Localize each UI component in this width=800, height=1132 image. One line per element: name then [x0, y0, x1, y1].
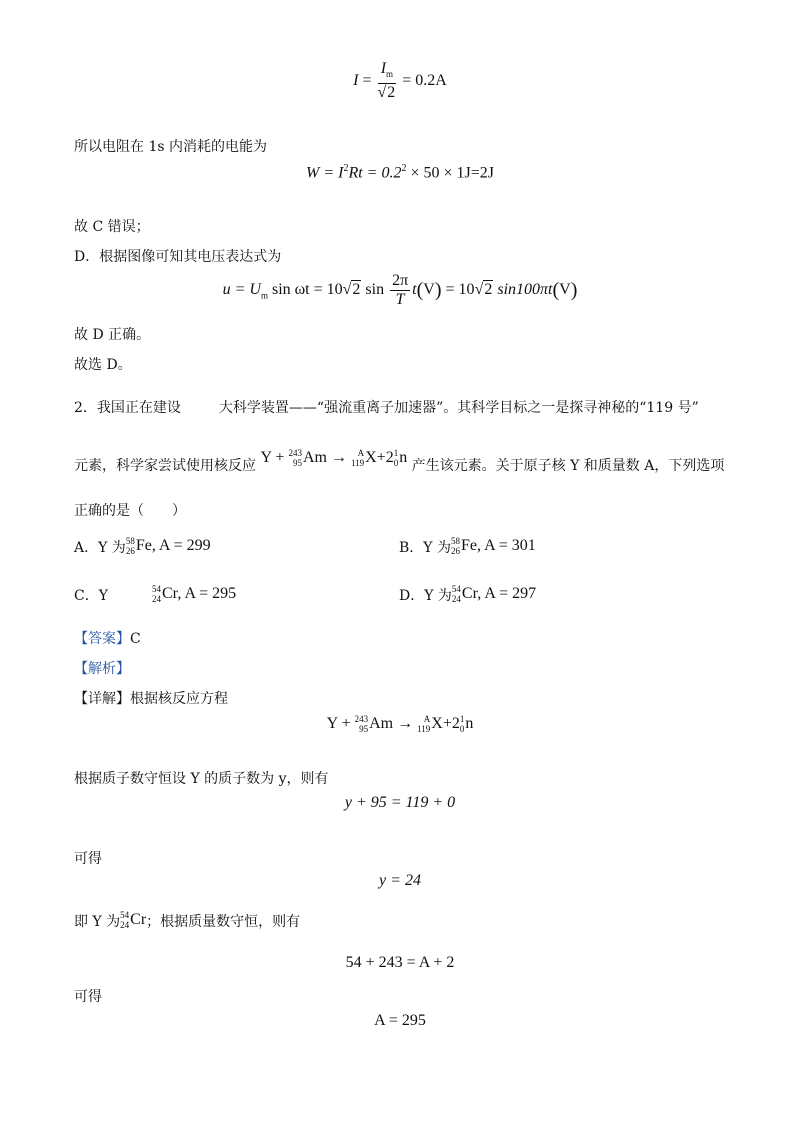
equation-A: A = 295 [374, 1012, 426, 1029]
equation-energy: $W = I^2Rt = 0.2^2 \times 50 \times 1J=2J$ [306, 163, 494, 182]
text-y-is-cr: 即 Y 为 54 24 Cr ；根据质量数守恒，则有 [74, 910, 301, 930]
text-choose-d: 故选 D。 [74, 357, 132, 373]
option-c[interactable]: C．Y 54 24 Cr, A = 295 [74, 584, 237, 604]
option-b[interactable]: B．Y 为 58 26 Fe, A = 301 [399, 536, 536, 556]
text-c-wrong: 故 C 错误； [74, 219, 150, 235]
answer-value: C [130, 631, 141, 647]
equation-y: y = 24 [379, 872, 421, 889]
detail-line: 【详解】根据核反应方程 [74, 691, 228, 707]
equation-voltage: $u = U_m$ sin ωt = 10√2 sin $\frac{2\pi}{T}$ t(V) = 10√2 sin100πt(V) [222, 272, 578, 308]
question-2-line3: 正确的是（ ） [74, 503, 186, 519]
analysis-tag: 【解析】 [74, 661, 130, 677]
current-value: = 0.2A [402, 71, 447, 89]
equation-current: I = $\frac{I_m}{√2}$ = 0.2A [353, 60, 447, 102]
question-2-line1: 2．我国正在建设 大科学装置——“强流重离子加速器”。其科学目标之一是探寻神秘的“119 号” [74, 400, 699, 416]
answer-tag: 【答案】 [74, 631, 130, 647]
option-a[interactable]: A．Y 为 58 26 Fe, A = 299 [74, 536, 211, 556]
detail-tag: 【详解】 [74, 691, 130, 707]
var-I: I [353, 71, 359, 89]
text-energy: 所以电阻在 1s 内消耗的电能为 [74, 139, 267, 155]
nuclear-reaction-inline: Y + 243 95 Am → A 119 X+2 1 0 n [260, 448, 408, 468]
text-proton-conservation: 根据质子数守恒设 Y 的质子数为 y，则有 [74, 771, 329, 787]
text-d-right: 故 D 正确。 [74, 327, 151, 343]
option-d[interactable]: D．Y 为 54 24 Cr, A = 297 [399, 584, 537, 604]
equation-proton: y + 95 = 119 + 0 [344, 794, 456, 811]
fraction-2pi-T: $\frac{2\pi}{T}$ [392, 272, 409, 308]
sub-m: m [386, 69, 394, 80]
equation-mass: 54 + 243 = A + 2 [345, 954, 455, 971]
var-Im: I [380, 60, 387, 77]
question-2-line2: 元素，科学家尝试使用核反应 Y + 243 95 Am → A 119 X+2 1 0 n 产生该元素。关于原子核 Y 和质量数 A，下列选项 [74, 448, 725, 474]
text-get-2: 可得 [74, 989, 102, 1005]
text-d-expression: D．根据图像可知其电压表达式为 [74, 249, 282, 265]
text-get-1: 可得 [74, 851, 102, 867]
equation-nuclear-reaction: Y + 243 95 Am → A 119 X+2 1 0 n [326, 714, 474, 734]
fraction-Im-sqrt2 [378, 60, 397, 102]
sqrt-2: √2 [377, 84, 396, 102]
answer-line [74, 628, 141, 648]
